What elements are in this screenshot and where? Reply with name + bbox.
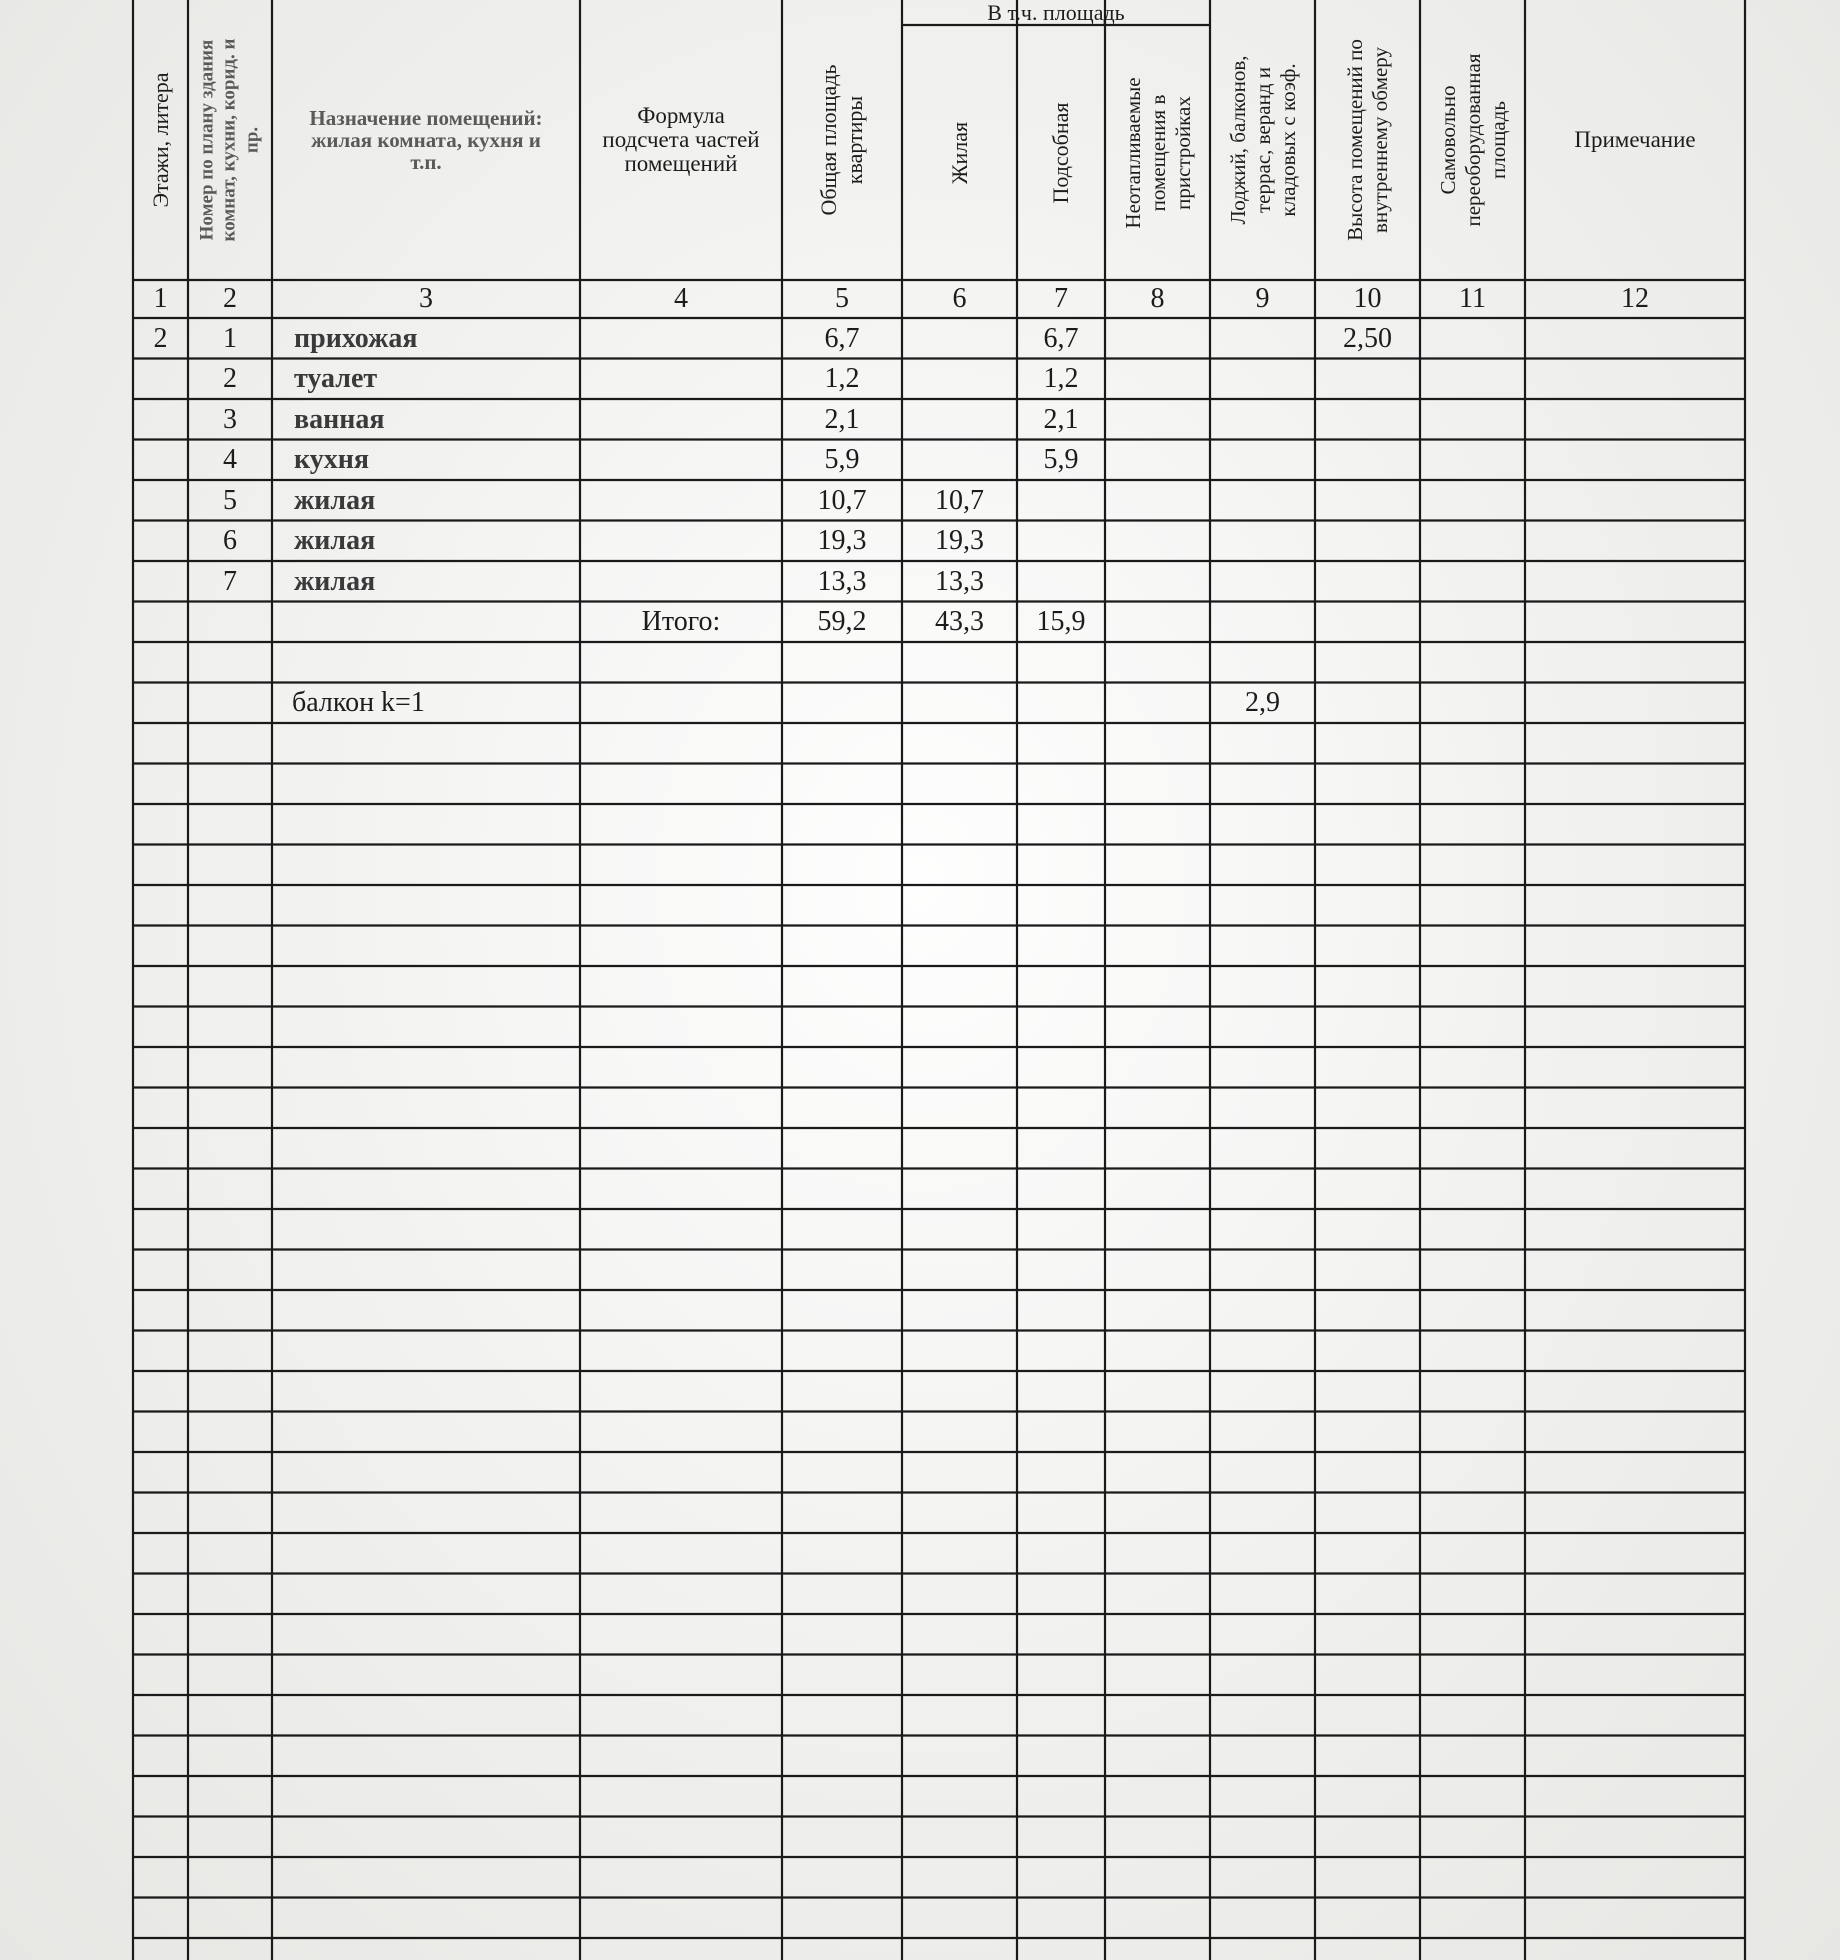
header-line: жилая комната, кухня и	[311, 127, 541, 152]
cell-floor	[133, 440, 188, 481]
cell-living-area	[902, 318, 1017, 359]
cell-total-area: 13,3	[817, 565, 867, 597]
cell-aux-area: 1,2	[1043, 363, 1079, 395]
header-line: пристройках	[1169, 95, 1194, 210]
cell-total-area: 2,1	[824, 403, 860, 435]
cell-floor	[133, 561, 188, 602]
cell-floor	[133, 399, 188, 440]
header-line: Самовольно	[1435, 85, 1460, 195]
cell-total-area: 1,2	[824, 363, 860, 395]
header-self-rebuilt	[1435, 53, 1509, 226]
cell-living-area: 10,7	[935, 484, 984, 516]
header-line: Номер по плану здания	[196, 39, 218, 241]
header-line: Высота помещений по	[1342, 39, 1367, 241]
total-area-sum: 59,2	[817, 606, 867, 638]
column-number: 10	[1353, 283, 1382, 315]
cell-room-number: 7	[223, 565, 237, 597]
header-line: Назначение помещений:	[309, 105, 543, 130]
balcony-area: 2,9	[1245, 687, 1280, 719]
cell-room-name: жилая	[294, 525, 376, 557]
total-living-sum: 43,3	[935, 606, 984, 638]
header-line: кладовых с коэф.	[1274, 63, 1299, 217]
header-line: Жилая	[946, 121, 972, 184]
column-number: 1	[153, 283, 168, 315]
header-floors	[148, 72, 174, 207]
header-line: Подсобная	[1048, 101, 1074, 204]
cell-living-area: 13,3	[935, 565, 984, 597]
column-number: 6	[952, 283, 967, 315]
header-purpose	[272, 0, 580, 280]
header-line: Общая площадь	[816, 64, 842, 216]
header-line: т.п.	[410, 150, 442, 175]
cell-aux-area: 6,7	[1043, 322, 1079, 354]
column-number: 9	[1255, 283, 1270, 315]
cell-room-name: прихожая	[294, 322, 418, 354]
cell-height	[1315, 480, 1420, 521]
cell-total-area: 10,7	[817, 484, 867, 516]
header-height	[1343, 39, 1393, 241]
cell-height	[1315, 521, 1420, 562]
balcony-label: балкон k=1	[292, 687, 425, 719]
header-line: Примечание	[1574, 126, 1696, 152]
cell-room-name: ванная	[294, 403, 385, 435]
cell-height	[1315, 399, 1420, 440]
cell-room-name: кухня	[294, 444, 370, 476]
cell-height	[1315, 359, 1420, 400]
cell-aux-area: 2,1	[1043, 403, 1079, 435]
header-plan-number	[196, 39, 263, 242]
header-line: помещения в	[1145, 94, 1170, 211]
column-number: 3	[419, 283, 433, 315]
cell-total-area: 19,3	[817, 525, 867, 557]
header-line: террас, веранд и	[1250, 67, 1275, 213]
header-line: помещений	[624, 151, 738, 177]
cell-room-number: 3	[223, 403, 237, 435]
group-header-area: В т.ч. площадь	[987, 0, 1125, 25]
cell-living-area: 19,3	[935, 525, 984, 557]
header-notes	[1525, 0, 1745, 280]
cell-room-number: 5	[223, 484, 237, 516]
cell-room-number: 1	[223, 322, 237, 354]
cell-living-area	[902, 440, 1017, 481]
header-line: комнат, кухни, корид. и	[218, 38, 240, 242]
cell-living-area	[902, 359, 1017, 400]
cell-room-number: 2	[223, 363, 237, 395]
cell-aux-area: 5,9	[1043, 444, 1079, 476]
header-line: внутреннему обмеру	[1367, 46, 1392, 234]
header-total-area	[816, 64, 868, 215]
header-line: Лоджий, балконов,	[1225, 55, 1250, 225]
cell-height	[1315, 561, 1420, 602]
cell-room-number: 4	[223, 444, 237, 476]
column-number: 8	[1150, 283, 1165, 315]
header-balconies	[1225, 56, 1299, 225]
cell-height: 2,50	[1343, 322, 1392, 354]
column-number: 12	[1621, 283, 1649, 315]
total-label: Итого:	[641, 606, 721, 638]
column-number: 11	[1459, 283, 1486, 315]
header-line: переоборудованная	[1460, 53, 1485, 227]
header-line: Неотапливаемые	[1120, 76, 1145, 229]
column-number: 7	[1054, 283, 1068, 315]
cell-room-name: жилая	[294, 484, 376, 516]
cell-floor	[133, 359, 188, 400]
header-auxiliary	[1048, 102, 1074, 203]
header-line: подсчета частей	[602, 126, 760, 152]
cell-living-area	[902, 399, 1017, 440]
header-formula	[580, 0, 782, 280]
header-line: пр.	[241, 126, 263, 154]
cell-aux-area	[1017, 521, 1105, 562]
cell-room-name: жилая	[294, 565, 376, 597]
cell-room-number: 6	[223, 525, 237, 557]
header-line: площадь	[1484, 101, 1509, 179]
header-line: Формула	[637, 102, 725, 128]
header-unheated	[1120, 77, 1194, 228]
cell-floor	[133, 480, 188, 521]
column-number: 5	[835, 283, 849, 315]
header-line: Этажи, литера	[147, 72, 173, 208]
cell-aux-area	[1017, 480, 1105, 521]
header-line: квартиры	[842, 95, 867, 185]
cell-total-area: 6,7	[824, 322, 860, 354]
cell-floor	[133, 521, 188, 562]
column-number: 4	[674, 283, 688, 315]
column-number: 2	[223, 283, 237, 315]
cell-aux-area	[1017, 561, 1105, 602]
cell-total-area: 5,9	[824, 444, 860, 476]
total-aux-sum: 15,9	[1036, 606, 1086, 638]
cell-floor: 2	[153, 322, 168, 354]
cell-height	[1315, 440, 1420, 481]
cell-room-name: туалет	[294, 363, 378, 395]
header-living	[947, 121, 973, 183]
